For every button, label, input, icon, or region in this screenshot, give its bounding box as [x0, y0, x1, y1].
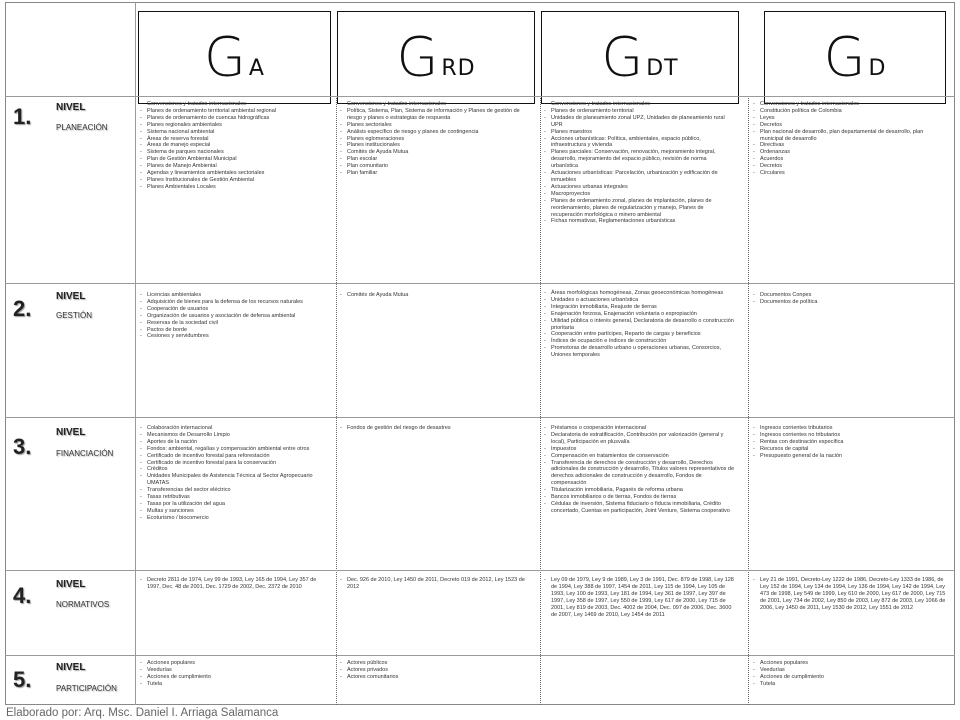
list-item: - Convenciones y tratados internacionales	[339, 101, 529, 108]
list-item: - Planes regionales ambientales	[139, 122, 327, 129]
list-item: - Planes de ordenamiento territorial ambiental regional	[139, 108, 327, 115]
list-item: - Sistema nacional ambiental	[139, 129, 327, 136]
list-item: - Áreas de manejo especial	[139, 142, 327, 149]
row-title-financiacion: FINANCIACIÓN	[56, 449, 114, 458]
cell-financiacion-gdt	[543, 425, 735, 515]
list-item: - Tasas por la utilización del agua	[139, 501, 325, 508]
list-item: - Planes de ordenamiento de cuencas hidrográficas	[139, 115, 327, 122]
list-item: - Planes parciales: Conservación, renovación, mejoramiento integral, desarrollo, mejoramiento del espacio público, revisión de norma urbanística	[543, 149, 735, 170]
cell-normativos-gd	[752, 577, 946, 612]
cell-planeacion-gdt	[543, 101, 735, 225]
list-item: - Cooperación entre partícipes, Reparto de cargas y beneficios	[543, 331, 735, 338]
cell-list	[139, 292, 325, 340]
row-number-gestion: 2.	[13, 296, 32, 321]
cell-list	[339, 425, 529, 432]
list-item: - Certificado de incentivo forestal para reforestación	[139, 453, 325, 460]
list-item: - Ingresos corrientes no tributarios	[752, 432, 944, 439]
row-title-gestion: GESTIÓN	[56, 311, 93, 320]
cell-normativos-ga	[139, 577, 329, 591]
list-item: - Certificado de incentivo forestal para la conservación	[139, 460, 325, 467]
grid-line	[5, 96, 955, 97]
cell-gestion-gd	[752, 292, 944, 306]
cell-list	[543, 290, 735, 359]
list-item: - Mecanismos de Desarrollo Limpio	[139, 432, 325, 439]
list-item: - Planes de ordenamiento territorial	[543, 108, 735, 115]
list-item: - Índices de ocupación e índices de construcción	[543, 338, 735, 345]
list-item: - Comités de Ayuda Mutua	[339, 149, 529, 156]
list-item: - Actores comunitarios	[339, 674, 529, 681]
list-item: - Acciones urbanísticas: Política, ambientales, espacio público, infraestructura y vivienda	[543, 136, 735, 150]
cell-list	[139, 577, 329, 591]
list-item: - Cooperación de usuarios	[139, 306, 325, 313]
list-item: - Integración inmobiliaria, Reajuste de tierras	[543, 304, 735, 311]
list-item: - Ordenanzas	[752, 149, 944, 156]
list-item: - Ley 09 de 1979, Ley 9 de 1989, Ley 3 de 1991, Dec. 879 de 1998, Ley 128 de 1994, Ley 388 de 1997, 1454 de 2011, Ley 115 de 1994, Ley 105 de 1993, Ley 100 de 1993, Ley 181 de 1994, Ley 361 de 1997, Ley 397 de 1997, Ley 358 de 1997, Ley 550 de 1999, Ley 617 de 2000, Ley 715 de 2001, Ley 819 de 2003, Dec. 4002 de 2004, Dec. 097 de 2006, Dec. 3600 de 2007, Ley 1469 de 2010, Ley 1454 de 2011	[543, 577, 737, 618]
cell-financiacion-grd	[339, 425, 529, 432]
list-item: - Actuaciones urbanísticas: Parcelación, urbanización y edificación de inmuebles	[543, 170, 735, 184]
list-item: - Fondos: ambiental, regalías y compensación ambiental entre otros	[139, 446, 325, 453]
header-gd-sub: D	[868, 56, 887, 81]
list-item: - Áreas morfológicas homogéneas, Zonas geoeconómicas homogéneas	[543, 290, 735, 297]
list-item: - Convenciones y tratados internacionales	[543, 101, 735, 108]
cell-financiacion-ga	[139, 425, 325, 522]
cell-normativos-grd	[339, 577, 527, 591]
cell-normativos-gdt	[543, 577, 737, 618]
list-item: - Plan nacional de desarrollo, plan departamental de desarrollo, plan municipal de desarrollo	[752, 129, 944, 143]
list-item: - Decreto 2811 de 1974, Ley 99 de 1993, Ley 165 de 1994, Ley 357 de 1997, Dec. 48 de 2001, Dec. 1729 de 2002, Dec. 2372 de 2010	[139, 577, 329, 591]
list-item: - Actuaciones urbanas integrales	[543, 184, 735, 191]
list-item: - Documentos de política	[752, 299, 944, 306]
cell-list	[339, 101, 529, 177]
row-number-participacion: 5.	[13, 667, 32, 692]
list-item: - Convenciones y tratados internacionales	[752, 101, 944, 108]
cell-gestion-grd	[339, 292, 529, 299]
list-item: - Comités de Ayuda Mutua	[339, 292, 529, 299]
list-item: - Constitución política de Colombia	[752, 108, 944, 115]
list-item: - Créditos	[139, 466, 325, 473]
cell-list	[752, 577, 946, 612]
list-item: - Ecoturismo / biocomercio	[139, 515, 325, 522]
cell-participacion-gd	[752, 660, 944, 688]
row-number-normativos: 4.	[13, 583, 32, 608]
list-item: - Convenciones y tratados internacionales	[139, 101, 327, 108]
list-item: - Actores privados	[339, 667, 529, 674]
list-item: - Unidades de planeamiento zonal UPZ, Unidades de planeamiento rural UPR	[543, 115, 735, 129]
list-item: - Préstamos o cooperación internacional	[543, 425, 735, 432]
row-nivel-gestion: NIVEL	[56, 291, 86, 302]
cell-planeacion-gd	[752, 101, 944, 177]
cell-financiacion-gd	[752, 425, 944, 460]
list-item: - Fichas normativas, Reglamentaciones urbanísticas	[543, 218, 735, 225]
row-nivel-planeacion: NIVEL	[56, 102, 86, 113]
grid-line	[135, 2, 136, 705]
header-ga-sub: A	[248, 56, 265, 81]
cell-list	[139, 660, 325, 688]
list-item: - Decretos	[752, 163, 944, 170]
list-item: - Acciones de cumplimiento	[139, 674, 325, 681]
cell-list	[752, 425, 944, 460]
list-item: - Acuerdos	[752, 156, 944, 163]
cell-list	[752, 292, 944, 306]
header-grd-sub: RD	[441, 56, 476, 81]
list-item: - Planes Ambientales Locales	[139, 184, 327, 191]
cell-list	[543, 577, 737, 618]
footer-credit: Elaborado por: Arq. Msc. Daniel I. Arriaga Salamanca	[6, 707, 279, 719]
cell-list	[339, 292, 529, 299]
grid-line	[540, 96, 541, 705]
list-item: - Tutela	[139, 681, 325, 688]
list-item: - Planes institucionales	[339, 142, 529, 149]
list-item: - Presupuesto general de la nación	[752, 453, 944, 460]
cell-planeacion-grd	[339, 101, 529, 177]
list-item: - Acciones de cumplimiento	[752, 674, 944, 681]
grid-line	[748, 96, 749, 705]
list-item: - Organización de usuarios y asociación de defensa ambiental	[139, 313, 325, 320]
list-item: - Análisis específico de riesgo y planes de contingencia	[339, 129, 529, 136]
list-item: - Plan familiar	[339, 170, 529, 177]
list-item: - Decretos	[752, 122, 944, 129]
list-item: - Sistema de parques nacionales	[139, 149, 327, 156]
list-item: - Leyes	[752, 115, 944, 122]
list-item: - Tasas retributivas	[139, 494, 325, 501]
list-item: - Plan de Gestión Ambiental Municipal	[139, 156, 327, 163]
grid-line	[5, 570, 955, 571]
row-number-financiacion: 3.	[13, 434, 32, 459]
list-item: - Plan escolar	[339, 156, 529, 163]
list-item: - Rentas con destinación específica	[752, 439, 944, 446]
list-item: - Colaboración internacional	[139, 425, 325, 432]
list-item: - Directivas	[752, 142, 944, 149]
list-item: - Ingresos corrientes tributarios	[752, 425, 944, 432]
row-title-planeacion: PLANEACIÓN	[56, 123, 108, 132]
list-item: - Dec. 926 de 2010, Ley 1450 de 2011, Decreto 019 de 2012, Ley 1523 de 2012	[339, 577, 527, 591]
list-item: - Promotoras de desarrollo urbano u operaciones urbanas, Consorcios, Uniones temporales	[543, 345, 735, 359]
list-item: - Unidades o actuaciones urbanística	[543, 297, 735, 304]
row-title-participacion: PARTICIPACIÓN	[56, 684, 117, 693]
list-item: - Ley 21 de 1991, Decreto-Ley 1222 de 1986, Decreto-Ley 1333 de 1986, de Ley 152 de 1994, Ley 134 de 1994, Ley 136 de 1994, Ley 142 de 1994, Ley 473 de 1998, Ley 549 de 1999, Ley 610 de 2000, Ley 617 de 2000, Ley 715 de 2001, Ley 734 de 2002, Ley 850 de 2003, Ley 872 de 2003, Ley 1066 de 2006, Ley 1450 de 2011, Ley 1530 de 2012, Ley 1551 de 2012	[752, 577, 946, 612]
list-item: - Cesiones y servidumbres	[139, 333, 325, 340]
row-nivel-financiacion: NIVEL	[56, 427, 86, 438]
list-item: - Aportes de la nación	[139, 439, 325, 446]
cell-list	[752, 101, 944, 177]
row-title-normativos: NORMATIVOS	[56, 600, 110, 609]
cell-participacion-ga	[139, 660, 325, 688]
list-item: - Titularización inmobiliaria, Pagarés de reforma urbana	[543, 487, 735, 494]
cell-list	[543, 101, 735, 225]
list-item: - Multas y sanciones	[139, 508, 325, 515]
list-item: - Recursos de capital	[752, 446, 944, 453]
list-item: - Acciones populares	[139, 660, 325, 667]
grid-line	[5, 655, 955, 656]
list-item: - Planes Institucionales de Gestión Ambiental	[139, 177, 327, 184]
list-item: - Planes de ordenamiento zonal, planes de implantación, planes de reordenamiento, planes de regularización y manejo, Planes de recuperación morfológica o minero ambiental	[543, 198, 735, 219]
list-item: - Impuestos	[543, 446, 735, 453]
list-item: - Unidades Municipales de Asistencia Técnica al Sector Agropecuario UMATAS	[139, 473, 325, 487]
list-item: - Licencias ambientales	[139, 292, 325, 299]
cell-list	[139, 425, 325, 522]
cell-list	[543, 425, 735, 515]
list-item: - Documentos Conpes	[752, 292, 944, 299]
header-ga-main: G	[204, 26, 247, 89]
list-item: - Política, Sistema, Plan, Sistema de información y Planes de gestión de riesgo y planes o estrategias de respuesta	[339, 108, 529, 122]
cell-list	[139, 101, 327, 191]
header-gdt-sub: DT	[646, 56, 679, 81]
list-item: - Declaratoria de estratificación, Contribución por valorización (general y local), Participación en plusvalía	[543, 432, 735, 446]
list-item: - Actores públicos	[339, 660, 529, 667]
list-item: - Plan comunitario	[339, 163, 529, 170]
list-item: - Agendas y lineamientos ambientales sectoriales	[139, 170, 327, 177]
list-item: - Acciones populares	[752, 660, 944, 667]
row-nivel-participacion: NIVEL	[56, 662, 86, 673]
list-item: - Compensación en tratamientos de conservación	[543, 453, 735, 460]
list-item: - Planes eglomeraciones	[339, 136, 529, 143]
grid-line	[336, 96, 337, 705]
row-nivel-normativos: NIVEL	[56, 579, 86, 590]
list-item: - Veedurías	[752, 667, 944, 674]
grid-line	[5, 283, 955, 284]
header-gdt-main: G	[601, 26, 645, 89]
cell-planeacion-ga	[139, 101, 327, 191]
list-item: - Transferencias del sector eléctrico	[139, 487, 325, 494]
list-item: - Áreas de reserva forestal	[139, 136, 327, 143]
list-item: - Bancos inmobiliarios o de tierras, Fondos de tierras	[543, 494, 735, 501]
list-item: - Utilidad pública o interés general, Declaratoria de desarrollo o construcción prioritaria	[543, 318, 735, 332]
cell-list	[339, 660, 529, 681]
list-item: - Transferencia de derechos de construcción y desarrollo, Derechos adicionales de construcción y desarrollo, Títulos valores representativos de derechos adicionales de construcción y desarrollo, Fondos de compensación	[543, 460, 735, 488]
list-item: - Cédulas de inversión, Sistema fiduciario o fiducia inmobiliaria, Crédito concertado, Cuentas en participación, Joint Venture, Sistema cooperativo	[543, 501, 735, 515]
list-item: - Macroproyectos	[543, 191, 735, 198]
list-item: - Pactos de borde	[139, 327, 325, 334]
list-item: - Veedurías	[139, 667, 325, 674]
cell-participacion-grd	[339, 660, 529, 681]
list-item: - Circulares	[752, 170, 944, 177]
cell-gestion-ga	[139, 292, 325, 340]
header-grd-main: G	[396, 26, 440, 89]
list-item: - Adquisición de bienes para la defensa de los recursos naturales	[139, 299, 325, 306]
header-gd-main: G	[823, 26, 867, 89]
list-item: - Reservas de la sociedad civil	[139, 320, 325, 327]
list-item: - Tutela	[752, 681, 944, 688]
list-item: - Fondos de gestión del riesgo de desastres	[339, 425, 529, 432]
cell-list	[339, 577, 527, 591]
row-number-planeacion: 1.	[13, 104, 32, 129]
list-item: - Planes de Manejo Ambiental	[139, 163, 327, 170]
list-item: - Enajenación forzosa, Enajenación voluntaria o expropiación	[543, 311, 735, 318]
grid-line	[5, 417, 955, 418]
cell-gestion-gdt	[543, 290, 735, 359]
cell-list	[752, 660, 944, 688]
list-item: - Planes maestros	[543, 129, 735, 136]
list-item: - Planes sectoriales	[339, 122, 529, 129]
